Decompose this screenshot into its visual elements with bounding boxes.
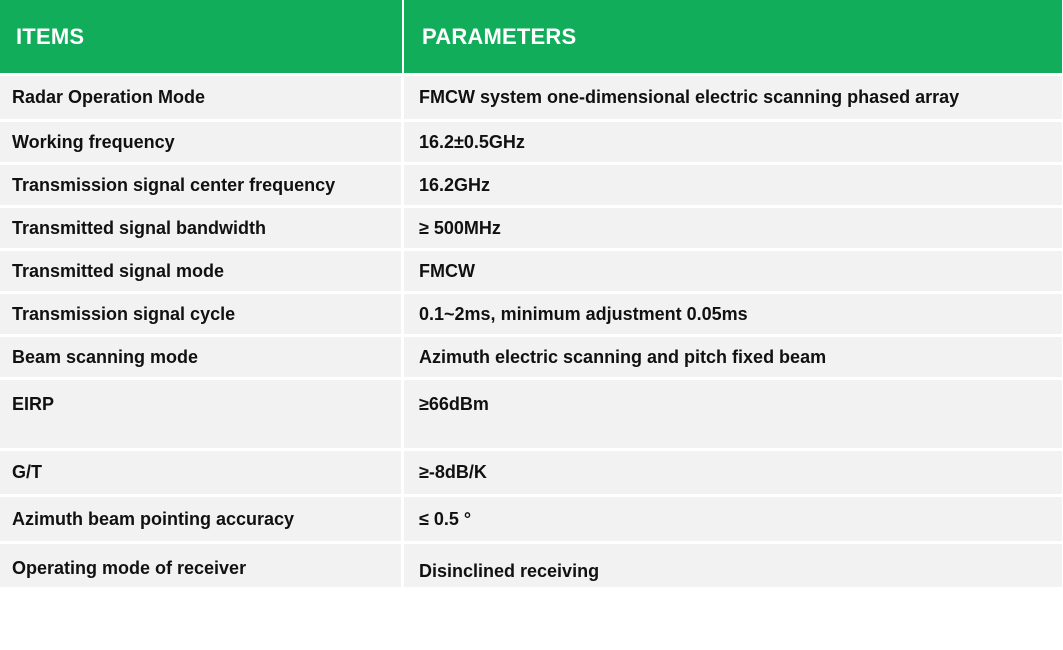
item-cell: Transmitted signal bandwidth — [0, 208, 404, 251]
table-row — [0, 544, 1062, 590]
parameter-cell: FMCW system one-dimensional electric scanning phased array — [404, 76, 1062, 122]
table-row — [0, 165, 1062, 208]
item-cell: Transmitted signal mode — [0, 251, 404, 294]
table-row — [0, 122, 1062, 165]
parameter-cell: 0.1~2ms, minimum adjustment 0.05ms — [404, 294, 1062, 337]
parameter-cell: FMCW — [404, 251, 1062, 294]
table-row — [0, 251, 1062, 294]
table-row — [0, 380, 1062, 451]
item-cell: Working frequency — [0, 122, 404, 165]
column-header-items: ITEMS — [0, 0, 404, 76]
table-row — [0, 76, 1062, 122]
item-cell: Transmission signal cycle — [0, 294, 404, 337]
item-cell: EIRP — [0, 380, 404, 451]
parameter-cell: ≤ 0.5 ° — [404, 497, 1062, 544]
item-cell: Azimuth beam pointing accuracy — [0, 497, 404, 544]
header-row — [0, 0, 1062, 76]
item-cell: Operating mode of receiver — [0, 544, 404, 590]
parameter-cell: ≥-8dB/K — [404, 451, 1062, 497]
table-row — [0, 497, 1062, 544]
table-row — [0, 208, 1062, 251]
parameter-cell: 16.2GHz — [404, 165, 1062, 208]
item-cell: Transmission signal center frequency — [0, 165, 404, 208]
column-header-parameters: PARAMETERS — [404, 0, 1062, 76]
parameter-cell: 16.2±0.5GHz — [404, 122, 1062, 165]
item-cell: Radar Operation Mode — [0, 76, 404, 122]
parameter-cell: Disinclined receiving — [404, 544, 1062, 590]
table-row — [0, 337, 1062, 380]
parameter-cell: Azimuth electric scanning and pitch fixed beam — [404, 337, 1062, 380]
item-cell: G/T — [0, 451, 404, 497]
table-row — [0, 451, 1062, 497]
parameter-cell: ≥66dBm — [404, 380, 1062, 451]
table-row — [0, 294, 1062, 337]
parameter-cell: ≥ 500MHz — [404, 208, 1062, 251]
item-cell: Beam scanning mode — [0, 337, 404, 380]
